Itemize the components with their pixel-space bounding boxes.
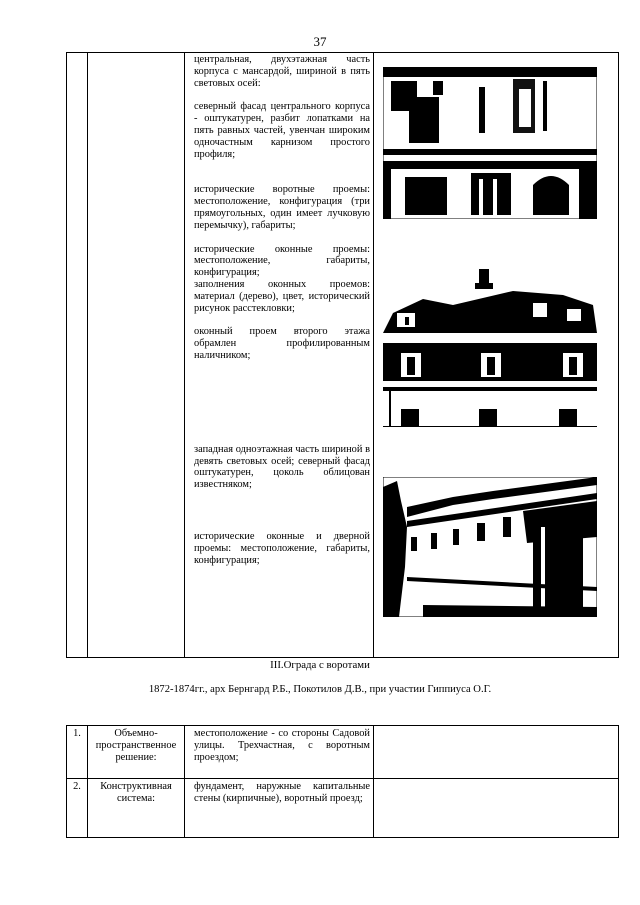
fence-table xyxy=(66,725,619,838)
desc-central-part: центральная, двухэтажная часть корпуса с мансардой, шириной в пять световых осей: xyxy=(194,54,370,89)
description-cell xyxy=(185,53,374,658)
photo-central-building xyxy=(383,269,597,427)
row-photo-cell xyxy=(374,779,619,838)
row-photo-cell xyxy=(374,726,619,779)
desc-window-openings: исторические оконные проемы: местоположение, габариты, конфигурация; xyxy=(194,243,370,279)
row-description: фундамент, наружные капитальные стены (кирпичные), воротный проезд; xyxy=(194,781,370,804)
photo-cell xyxy=(374,53,619,658)
desc-north-facade: северный фасад центрального корпуса - оштукатурен, разбит лопатками на пять равных частей, увенчан широким одночастным карнизом простого профиля; xyxy=(194,101,370,160)
section-title: III.Ограда с воротами xyxy=(270,659,370,671)
number-cell xyxy=(67,53,88,658)
photo-gates xyxy=(383,67,597,219)
desc-west-part: западная одноэтажная часть шириной в девять световых осей; северный фасад оштукатурен, цоколь облицован известняком; xyxy=(194,443,370,491)
page-number: 37 xyxy=(313,34,327,49)
name-cell xyxy=(88,53,185,658)
desc-gate-openings: исторические воротные проемы: местоположение, конфигурация (три прямоугольных, один имеет лучковую перемычку), габариты; xyxy=(194,184,370,231)
desc-window-frame: оконный проем второго этажа обрамлен профилированным наличником; xyxy=(194,326,370,361)
photo-west-part xyxy=(383,477,597,617)
table-row xyxy=(67,779,619,838)
row-number: 1. xyxy=(73,728,81,739)
row-name: Конструктивная система: xyxy=(100,781,172,804)
section-subtitle: 1872-1874гг., арх Бернгард Р.Б., Покотилов Д.В., при участии Гиппиуса О.Г. xyxy=(148,684,492,695)
row-description: местоположение - со стороны Садовой улицы. Трехчастная, с воротным проездом; xyxy=(194,728,370,763)
continuation-table xyxy=(66,52,619,658)
table-row xyxy=(67,726,619,779)
desc-window-fillings: заполнения оконных проемов: материал (дерево), цвет, исторический рисунок расстекловки; xyxy=(194,278,370,314)
row-number: 2. xyxy=(73,781,81,792)
row-name: Объемно-пространственное решение: xyxy=(95,728,177,763)
desc-west-openings: исторические оконные и дверной проемы: местоположение, габариты, конфигурация; xyxy=(194,530,370,566)
